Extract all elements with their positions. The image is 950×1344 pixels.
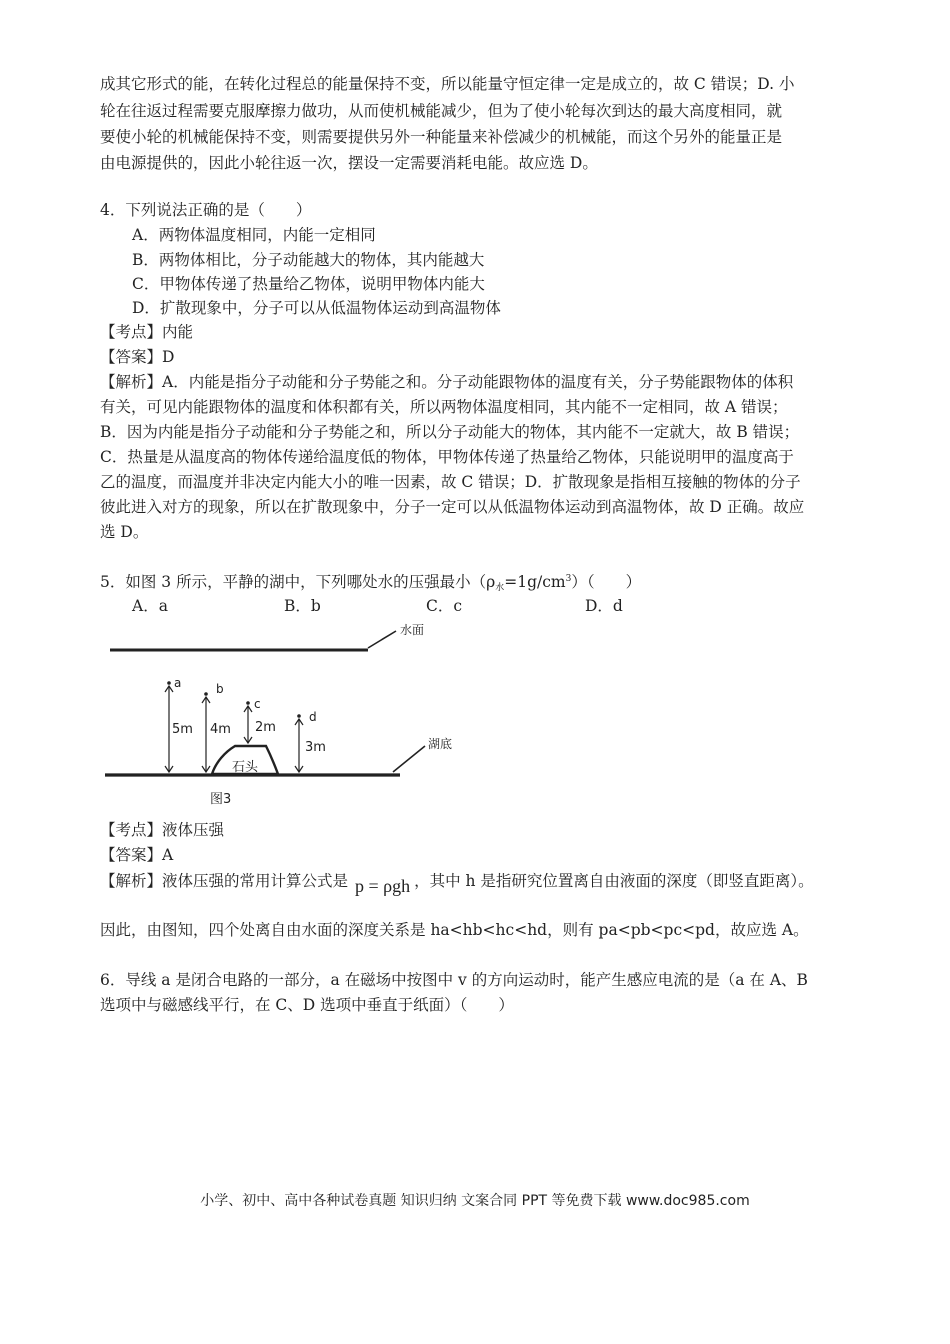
question-4-analysis-line: 乙的温度，而温度并非决定内能大小的唯一因素，故 C 错误；D．扩散现象是指相互接触的物体的分子 <box>100 473 801 491</box>
point-d <box>297 714 301 718</box>
depth-label-d: 3m <box>305 740 326 755</box>
question-5-analysis <box>100 870 814 896</box>
question-4-analysis-line: 彼此进入对方的现象，所以在扩散现象中，分子一定可以从低温物体运动到高温物体，故 D 正确。故应 <box>100 498 805 516</box>
point-a <box>167 681 171 685</box>
text-line: 由电源提供的，因此小轮往返一次，摆设一定需要消耗电能。故应选 D。 <box>100 154 598 172</box>
question-4-analysis-line: B．因为内能是指分子动能和分子势能之和，所以分子动能大的物体，其内能不一定就大，故 B 错误； <box>100 423 800 441</box>
question-5-option-a: A．a <box>132 597 168 615</box>
conclusion-text-end: ，故应选 A。 <box>714 921 809 939</box>
depth-label-c: 2m <box>255 720 276 735</box>
text-line: 成其它形式的能，在转化过程总的能量保持不变，所以能量守恒定律一定是成立的，故 C 错误；D. 小 <box>100 75 795 93</box>
question-4-analysis-line: C．热量是从温度高的物体传递给温度低的物体，甲物体传递了热量给乙物体，只能说明甲的温度高于 <box>100 448 794 466</box>
question-5-conclusion <box>100 920 809 940</box>
pressure-formula: p = ρgh <box>354 876 411 896</box>
stone-label: 石头 <box>232 760 259 775</box>
depth-label-a: 5m <box>172 722 193 737</box>
question-4-kaodian: 【考点】内能 <box>100 323 194 341</box>
question-4-option-c: C．甲物体传递了热量给乙物体，说明甲物体内能大 <box>132 275 485 293</box>
water-surface-pointer <box>368 631 396 648</box>
question-5-kaodian: 【考点】液体压强 <box>100 821 225 839</box>
question-6-stem: 选项中与磁感线平行，在 C、D 选项中垂直于纸面）（ ） <box>100 996 514 1014</box>
question-5-stem <box>100 569 641 598</box>
depth-relation: ha<hb<hc<hd <box>430 921 548 939</box>
question-4-analysis-line: 有关，可见内能跟物体的温度和体积都有关，所以两物体温度相同，其内能不一定相同，故 A 错误； <box>100 398 788 416</box>
question-4-analysis-line: 选 D。 <box>100 523 149 541</box>
question-4-option-a: A．两物体温度相同，内能一定相同 <box>132 226 376 244</box>
question-5-stem-unit: =1g/cm <box>504 573 566 591</box>
point-c <box>246 701 250 705</box>
question-5-option-b: B．b <box>284 597 321 615</box>
question-5-analysis-text: 【解析】液体压强的常用计算公式是 <box>100 872 349 890</box>
point-c-label: c <box>254 697 261 711</box>
pressure-relation: pa<pb<pc<pd <box>598 921 715 939</box>
text-line: 轮在往返过程需要克服摩擦力做功，从而使机械能减少，但为了使小轮每次到达的最大高度相同，就 <box>100 102 783 120</box>
lake-pressure-figure <box>100 612 453 812</box>
point-b <box>204 692 208 696</box>
question-6-stem: 6．导线 a 是闭合电路的一部分，a 在磁场中按图中 v 的方向运动时，能产生感应电流的是（a 在 A、B <box>100 971 808 989</box>
question-4-answer: 【答案】D <box>100 348 175 366</box>
page-footer: 小学、初中、高中各种试卷真题 知识归纳 文案合同 PPT 等免费下载 www.doc985.com <box>200 1193 750 1209</box>
point-a-label: a <box>174 676 182 690</box>
question-4-analysis-line: 【解析】A．内能是指分子动能和分子势能之和。分子动能跟物体的温度有关，分子势能跟物体的体积 <box>100 373 794 391</box>
water-surface-label: 水面 <box>400 623 425 637</box>
point-b-label: b <box>216 682 224 696</box>
question-4-option-d: D．扩散现象中，分子可以从低温物体运动到高温物体 <box>132 299 501 317</box>
question-4-option-b: B．两物体相比，分子动能越大的物体，其内能越大 <box>132 251 485 269</box>
point-d-label: d <box>309 710 317 724</box>
text-line: 要使小轮的机械能保持不变，则需要提供另外一种能量来补偿减少的机械能，而这个另外的能量正是 <box>100 128 783 146</box>
lake-bottom-pointer <box>393 746 425 772</box>
lake-bottom-label: 湖底 <box>428 737 453 751</box>
question-5-option-c: C．c <box>426 597 463 615</box>
question-5-analysis-text-end: ，其中 h 是指研究位置离自由液面的深度（即竖直距离）。 <box>414 872 814 890</box>
density-subscript: 水 <box>495 583 505 593</box>
conclusion-text-mid: ，则有 <box>547 921 599 939</box>
question-5-stem-text: 5．如图 3 所示，平静的湖中，下列哪处水的压强最小（ρ <box>100 573 496 591</box>
question-4-stem: 4．下列说法正确的是（ ） <box>100 201 312 219</box>
depth-label-b: 4m <box>210 722 231 737</box>
question-5-option-d: D．d <box>585 597 623 615</box>
conclusion-text: 因此，由图知，四个处离自由水面的深度关系是 <box>100 921 431 939</box>
question-5-stem-end: ）（ ） <box>571 573 642 591</box>
unit-superscript: 3 <box>565 574 572 584</box>
question-5-answer: 【答案】A <box>100 846 174 864</box>
figure-caption: 图3 <box>210 792 232 807</box>
